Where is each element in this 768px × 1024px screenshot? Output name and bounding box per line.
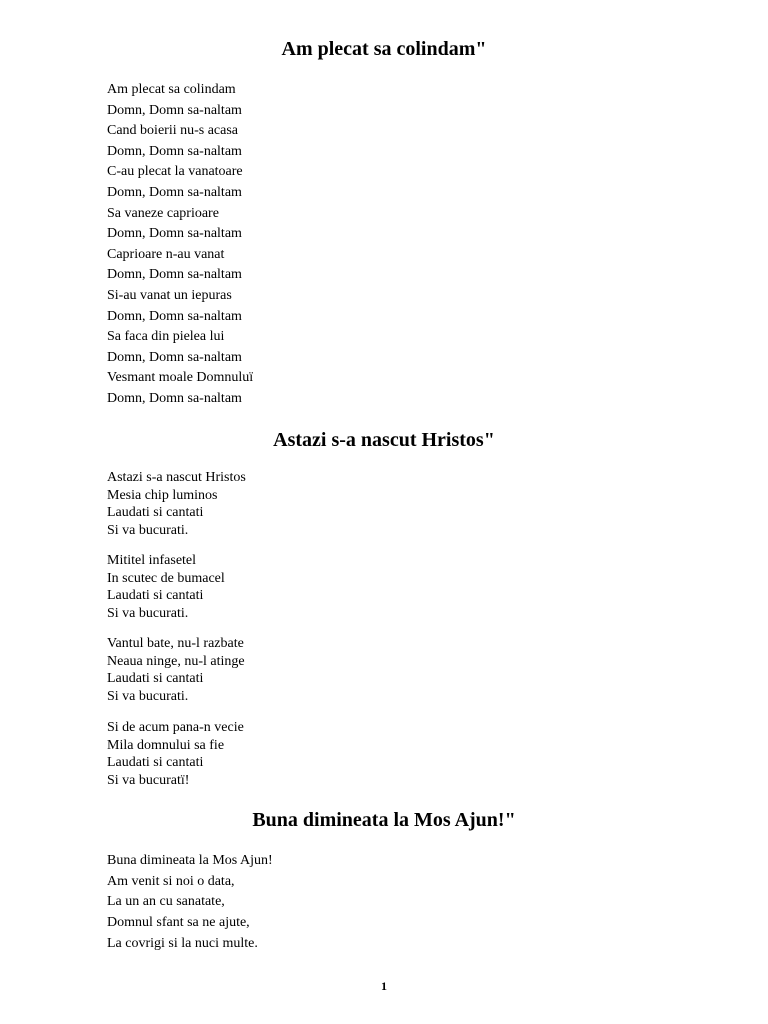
verse-line: Si-au vanat un iepuras <box>107 287 232 303</box>
verse-line: Astazi s-a nascut Hristos <box>107 470 246 485</box>
song-title: Am plecat sa colindam" <box>281 38 487 60</box>
verse-line: Si va bucurati. <box>107 688 189 704</box>
stanza <box>107 635 245 705</box>
verse-line: Si va bucurati. <box>107 522 189 538</box>
verse-line: Si va bucurati. <box>107 605 189 621</box>
verse-line: Cand boierii nu-s acasa <box>107 123 239 139</box>
verse-line: La covrigi si la nuci multe. <box>107 935 258 951</box>
verse-line: Domn, Domn sa-naltam <box>107 390 242 406</box>
verse-line: Si va bucuratï! <box>107 772 190 788</box>
page-number: 1 <box>381 979 387 993</box>
verse-line: Vantul bate, nu-l razbate <box>107 636 244 651</box>
verse-line: Neaua ninge, nu-l atinge <box>107 653 245 669</box>
verse-line: In scutec de bumacel <box>107 570 225 586</box>
verse-line: Si de acum pana-n vecie <box>107 720 244 735</box>
verse-line: Domn, Domn sa-naltam <box>107 226 242 242</box>
verse-line: Buna dimineata la Mos Ajun! <box>107 853 273 868</box>
song-title: Buna dimineata la Mos Ajun!" <box>252 809 516 831</box>
stanza <box>107 851 273 954</box>
verse-line: Laudati si cantati <box>107 671 204 687</box>
verse-line: Laudati si cantati <box>107 588 204 604</box>
verse-line: Mititel infasetel <box>107 553 197 568</box>
verse-line: Vesmant moale Domnuluï <box>107 370 254 386</box>
verse-line: Domnul sfant sa ne ajute, <box>107 915 250 931</box>
verse-line: Laudati si cantati <box>107 755 204 771</box>
stanza <box>107 719 244 789</box>
stanza <box>107 80 253 410</box>
verse-line: Domn, Domn sa-naltam <box>107 267 242 283</box>
stanza <box>107 552 225 622</box>
verse-line: Domn, Domn sa-naltam <box>107 349 242 365</box>
verse-line: Domn, Domn sa-naltam <box>107 184 242 200</box>
verse-line: Mesia chip luminos <box>107 487 218 503</box>
stanza <box>107 469 246 539</box>
verse-line: Am plecat sa colindam <box>107 82 236 97</box>
verse-line: Domn, Domn sa-naltam <box>107 143 242 159</box>
verse-line: La un an cu sanatate, <box>107 894 225 910</box>
verse-line: Sa faca din pielea lui <box>107 329 225 345</box>
verse-line: Caprioare n-au vanat <box>107 246 225 262</box>
verse-line: Sa vaneze caprioare <box>107 205 219 221</box>
verse-line: Domn, Domn sa-naltam <box>107 102 242 118</box>
verse-line: Am venit si noi o data, <box>107 873 235 889</box>
verse-line: Domn, Domn sa-naltam <box>107 308 242 324</box>
verse-line: Mila domnului sa fie <box>107 737 225 753</box>
song-title: Astazi s-a nascut Hristos" <box>273 429 495 451</box>
verse-line: C-au plecat la vanatoare <box>107 164 243 180</box>
verse-line: Laudati si cantati <box>107 505 204 521</box>
